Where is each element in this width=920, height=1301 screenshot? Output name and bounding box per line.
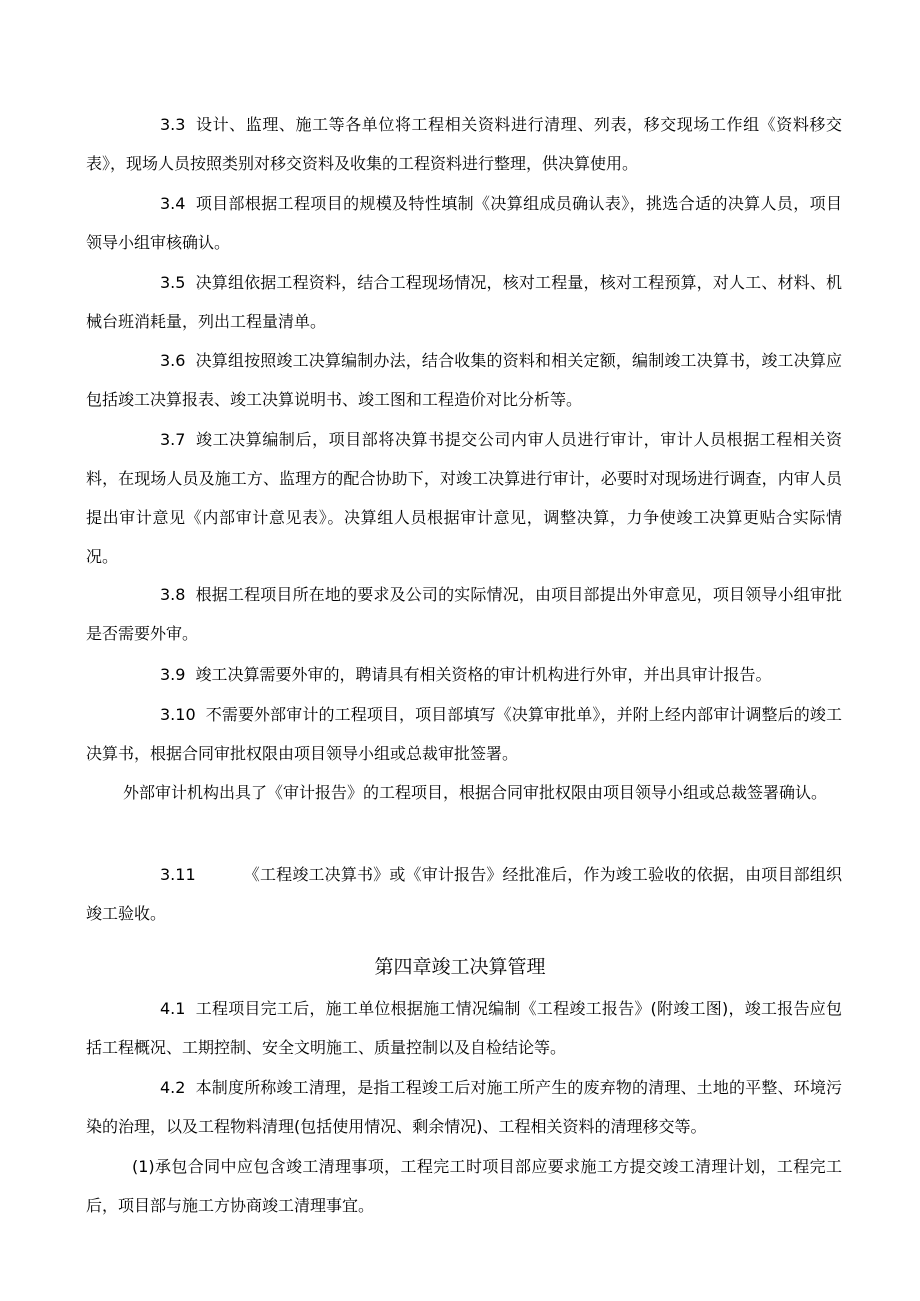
paragraph-4-1 xyxy=(86,989,842,1067)
paragraph-number: 3.4 xyxy=(160,194,186,213)
paragraph-3-11 xyxy=(86,855,842,933)
paragraph-number: 3.9 xyxy=(160,665,186,684)
paragraph-3-8 xyxy=(86,575,842,653)
paragraph-text: 承包合同中应包含竣工清理事项，工程完工时项目部应要求施工方提交竣工清理计划，工程完工后，项目部与施工方协商竣工清理事宜。 xyxy=(86,1157,842,1215)
paragraph-text: 决算组依据工程资料，结合工程现场情况，核对工程量，核对工程预算，对人工、材料、机械台班消耗量，列出工程量清单。 xyxy=(86,273,842,331)
paragraph-3-6 xyxy=(86,341,842,419)
paragraph-text: 工程项目完工后，施工单位根据施工情况编制《工程竣工报告》(附竣工图)，竣工报告应包括工程概况、工期控制、安全文明施工、质量控制以及自检结论等。 xyxy=(86,999,842,1057)
paragraph-3-9 xyxy=(86,655,842,694)
paragraph-text: 不需要外部审计的工程项目，项目部填写《决算审批单》，并附上经内部审计调整后的竣工决算书，根据合同审批权限由项目领导小组或总裁审批签署。 xyxy=(86,705,842,763)
paragraph-number: 4.1 xyxy=(160,999,186,1018)
paragraph-number: 4.2 xyxy=(160,1078,186,1097)
paragraph-3-3 xyxy=(86,105,842,183)
paragraph-3-4 xyxy=(86,184,842,262)
paragraph-number: 3.3 xyxy=(160,115,186,134)
paragraph-number: 3.6 xyxy=(160,351,186,370)
paragraph-number: 3.5 xyxy=(160,273,186,292)
chapter-title: 第四章竣工决算管理 xyxy=(374,956,546,978)
paragraph-number: 3.8 xyxy=(160,585,186,604)
paragraph-4-2 xyxy=(86,1068,842,1146)
paragraph-text: 竣工决算需要外审的，聘请具有相关资格的审计机构进行外审，并出具审计报告。 xyxy=(195,665,772,684)
paragraph-text: 《工程竣工决算书》或《审计报告》经批准后，作为竣工验收的依据，由项目部组织竣工验收。 xyxy=(86,865,842,923)
paragraph-number: (1) xyxy=(132,1157,155,1176)
paragraph-4-2-item-1 xyxy=(86,1147,842,1225)
paragraph-text: 竣工决算编制后，项目部将决算书提交公司内审人员进行审计，审计人员根据工程相关资料，在现场人员及施工方、监理方的配合协助下，对竣工决算进行审计，必要时对现场进行调查，内审人员提出审计意见《内部审计意见表》。决算组人员根据审计意见，调整决算，力争使竣工决算更贴合实际情况。 xyxy=(86,430,842,566)
paragraph-3-7 xyxy=(86,420,842,576)
paragraph-number: 3.7 xyxy=(160,430,186,449)
paragraph-external-audit xyxy=(86,773,842,812)
paragraph-number: 3.10 xyxy=(160,705,196,724)
paragraph-text: 本制度所称竣工清理，是指工程竣工后对施工所产生的废弃物的清理、土地的平整、环境污染的治理，以及工程物料清理(包括使用情况、剩余情况)、工程相关资料的清理移交等。 xyxy=(86,1078,842,1136)
paragraph-text: 根据工程项目所在地的要求及公司的实际情况，由项目部提出外审意见，项目领导小组审批是否需要外审。 xyxy=(86,585,842,643)
paragraph-text: 决算组按照竣工决算编制办法，结合收集的资料和相关定额，编制竣工决算书，竣工决算应包括竣工决算报表、竣工决算说明书、竣工图和工程造价对比分析等。 xyxy=(86,351,842,409)
paragraph-text: 项目部根据工程项目的规模及特性填制《决算组成员确认表》，挑选合适的决算人员，项目领导小组审核确认。 xyxy=(86,194,842,252)
paragraph-text: 设计、监理、施工等各单位将工程相关资料进行清理、列表，移交现场工作组《资料移交表》，现场人员按照类别对移交资料及收集的工程资料进行整理，供决算使用。 xyxy=(86,115,842,173)
paragraph-text: 外部审计机构出具了《审计报告》的工程项目，根据合同审批权限由项目领导小组或总裁签署确认。 xyxy=(123,783,828,802)
paragraph-3-5 xyxy=(86,263,842,341)
paragraph-3-10 xyxy=(86,695,842,773)
paragraph-number: 3.11 xyxy=(160,865,196,884)
